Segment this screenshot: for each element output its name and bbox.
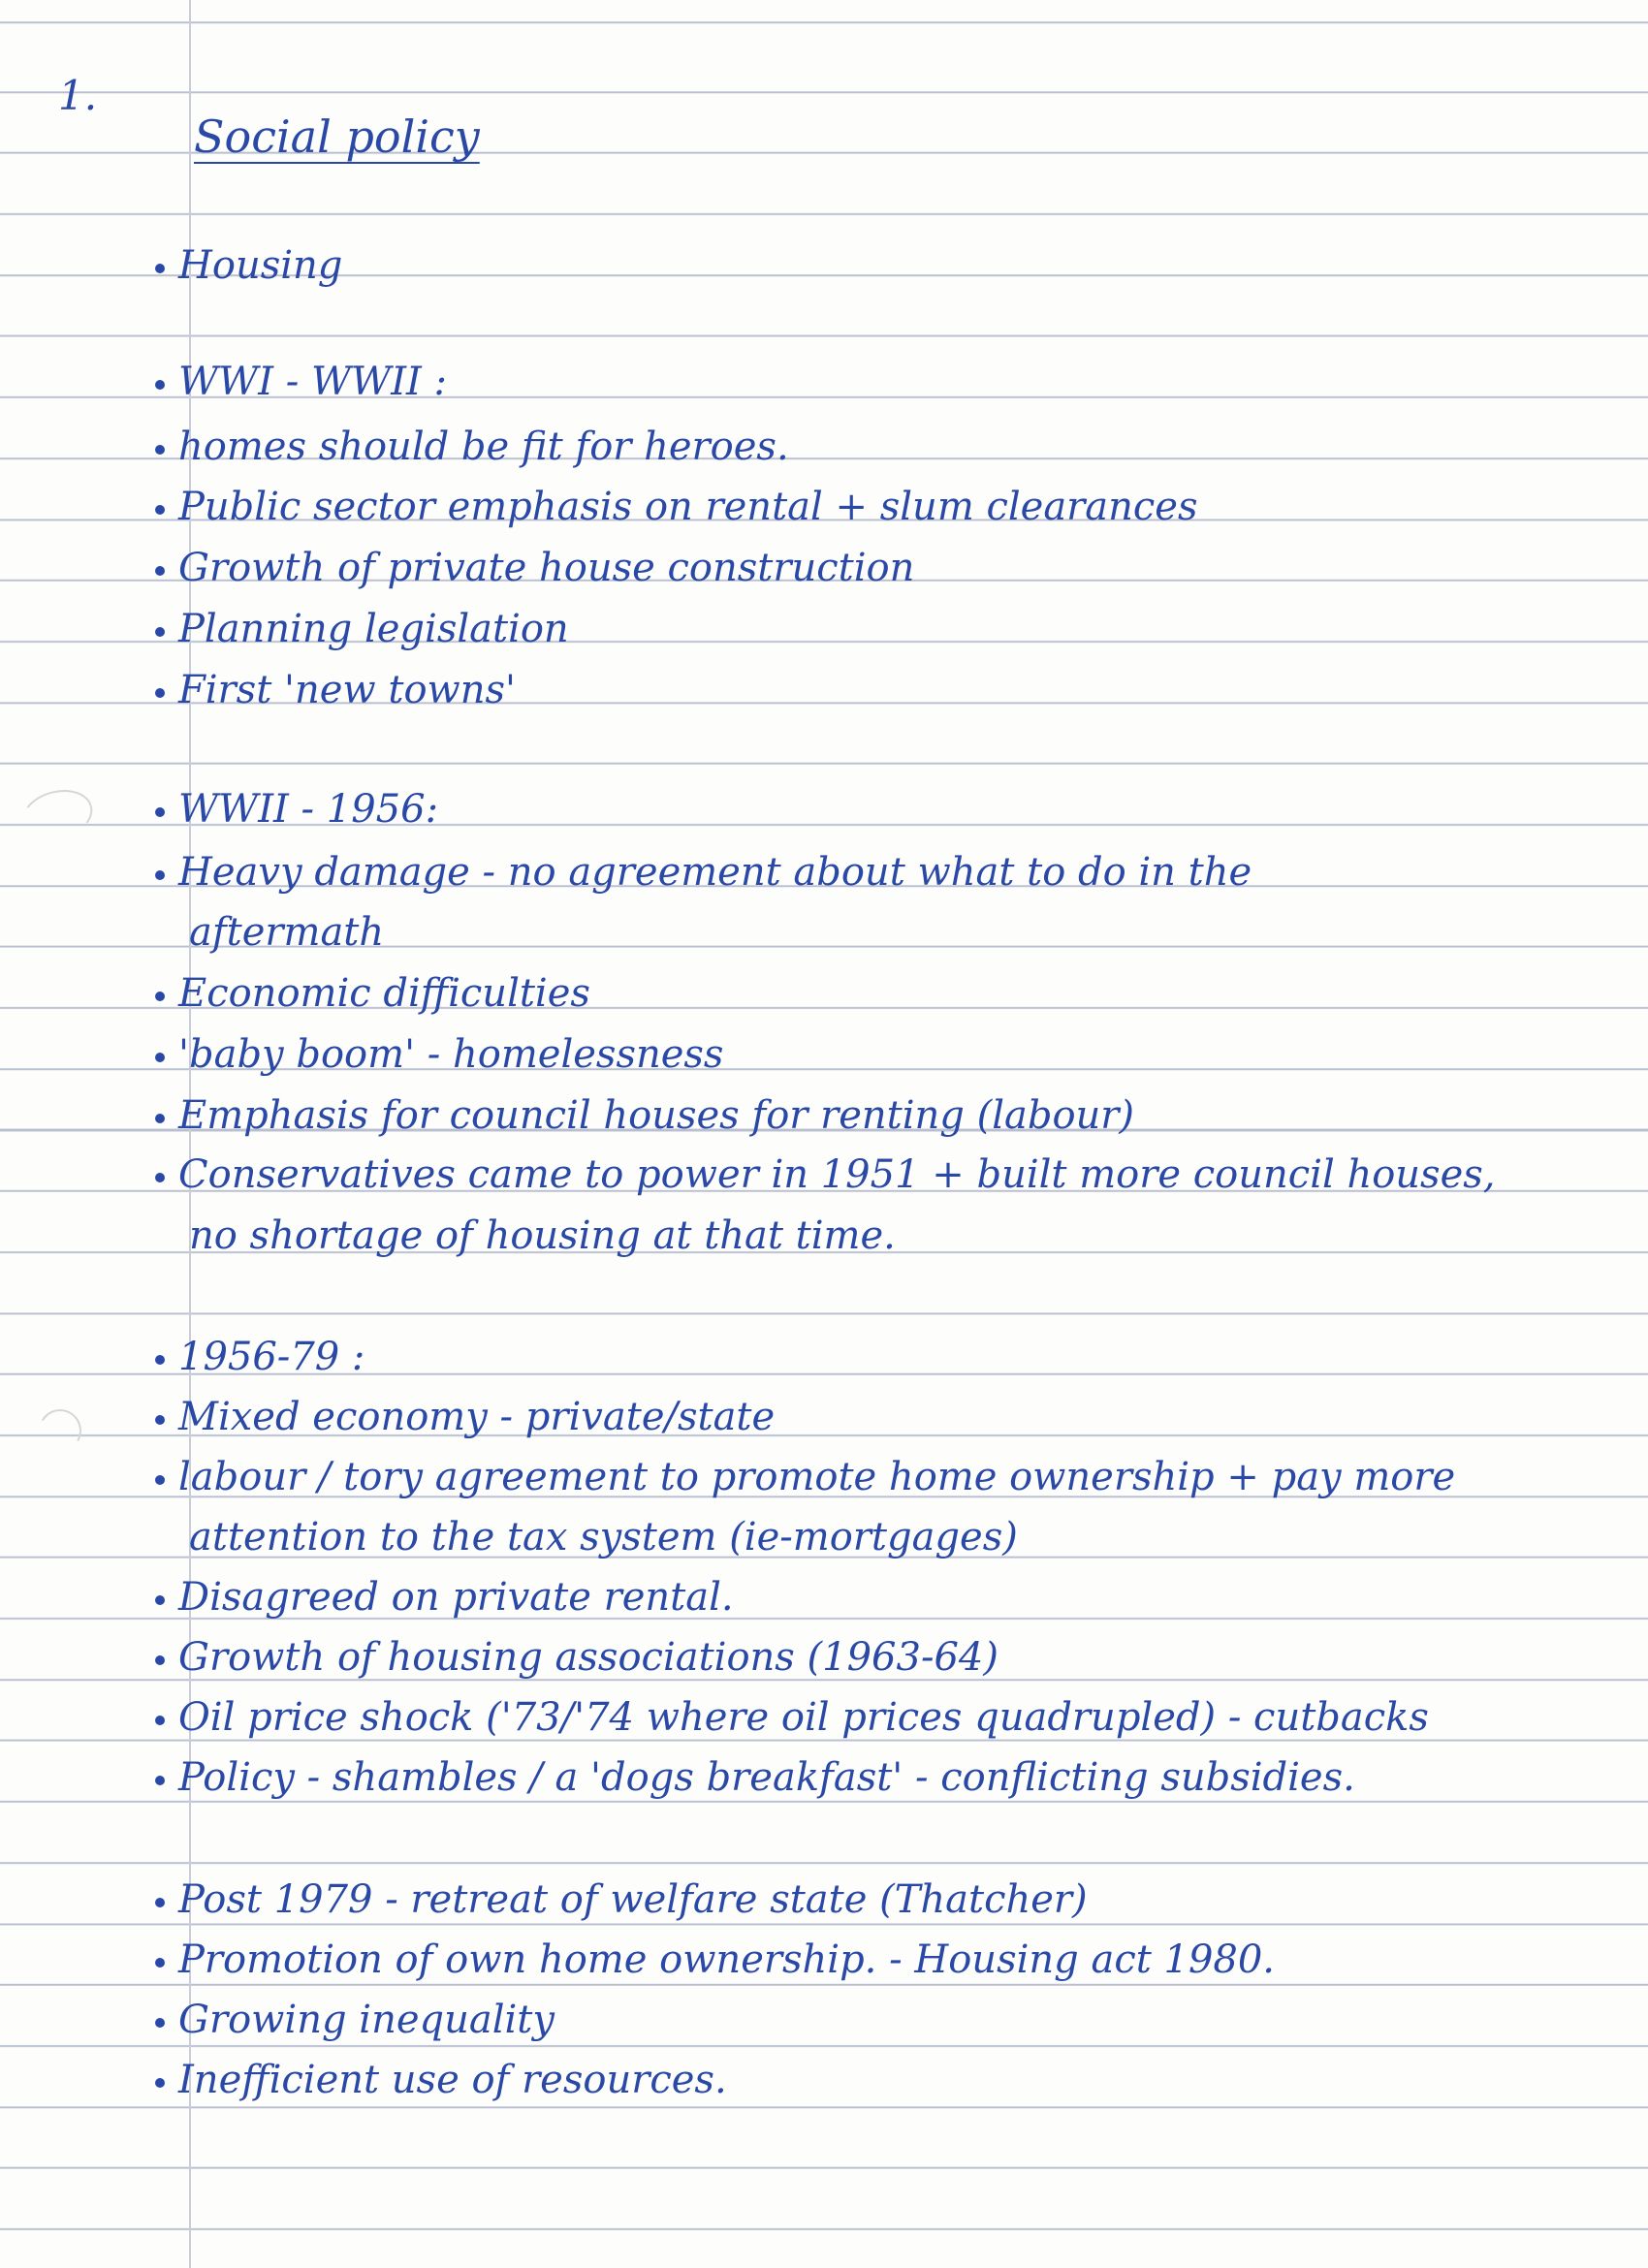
note-text: Growing inequality bbox=[178, 1998, 555, 2042]
note-text: 1956-79 : bbox=[178, 1335, 365, 1379]
note-text: Post 1979 - retreat of welfare state (Thatcher) bbox=[178, 1877, 1088, 1922]
note-text: labour / tory agreement to promote home ownership + pay more bbox=[178, 1455, 1456, 1499]
note-text: WWII - 1956: bbox=[178, 787, 439, 832]
note-text: Policy - shambles / a 'dogs breakfast' - conflicting subsidies. bbox=[178, 1755, 1355, 1800]
bullet-dot-icon bbox=[155, 1716, 165, 1725]
note-text: no shortage of housing at that time. bbox=[189, 1213, 896, 1258]
note-text: attention to the tax system (ie-mortgages) bbox=[189, 1515, 1018, 1559]
bullet-dot-icon bbox=[155, 1475, 165, 1485]
note-text: Growth of private house construction bbox=[178, 546, 915, 590]
bullet-dot-icon bbox=[155, 1114, 165, 1123]
note-text: Planning legislation bbox=[178, 607, 569, 651]
note-text: Oil price shock ('73/'74 where oil prices quadrupled) - cutbacks bbox=[178, 1695, 1429, 1740]
note-text: Inefficient use of resources. bbox=[178, 2058, 727, 2102]
note-text: Economic difficulties bbox=[178, 971, 590, 1016]
continued-line bbox=[189, 1504, 1018, 1564]
note-text: Public sector emphasis on rental + slum clearances bbox=[178, 485, 1198, 529]
bullet-dot-icon bbox=[155, 1355, 165, 1365]
bullet-item bbox=[155, 1745, 1355, 1805]
bullet-dot-icon bbox=[155, 1595, 165, 1605]
bullet-item bbox=[155, 1083, 1134, 1143]
bullet-dot-icon bbox=[155, 1053, 165, 1062]
note-text: 'baby boom' - homelessness bbox=[178, 1032, 724, 1077]
bullet-dot-icon bbox=[155, 264, 165, 273]
note-text: Mixed economy - private/state bbox=[178, 1395, 776, 1439]
punch-hole-mark bbox=[34, 1404, 86, 1457]
note-text: homes should be fit for heroes. bbox=[178, 425, 789, 469]
bullet-item bbox=[155, 1384, 775, 1444]
bullet-item bbox=[155, 1685, 1429, 1745]
bullet-dot-icon bbox=[155, 1898, 165, 1907]
continued-line bbox=[189, 899, 384, 960]
bullet-item bbox=[155, 1444, 1455, 1504]
bullet-item bbox=[155, 1324, 364, 1384]
bullet-dot-icon bbox=[155, 870, 165, 880]
page-number: 1. bbox=[58, 72, 98, 119]
bullet-item bbox=[155, 961, 590, 1021]
note-text: aftermath bbox=[189, 910, 385, 955]
bullet-dot-icon bbox=[155, 2018, 165, 2028]
bullet-dot-icon bbox=[155, 1655, 165, 1665]
bullet-item bbox=[155, 776, 438, 836]
bullet-dot-icon bbox=[155, 380, 165, 390]
bullet-dot-icon bbox=[155, 1415, 165, 1425]
note-text: Promotion of own home ownership. - Housing act 1980. bbox=[178, 1937, 1276, 1982]
bullet-item bbox=[155, 233, 342, 293]
note-text: Disagreed on private rental. bbox=[178, 1575, 734, 1620]
bullet-dot-icon bbox=[155, 1776, 165, 1785]
note-text: First 'new towns' bbox=[178, 668, 517, 712]
bullet-dot-icon bbox=[155, 505, 165, 515]
bullet-item bbox=[155, 596, 569, 656]
bullet-item bbox=[155, 1624, 998, 1685]
note-text: Emphasis for council houses for renting (labour) bbox=[178, 1093, 1135, 1138]
bullet-item bbox=[155, 1564, 734, 1624]
note-text: Housing bbox=[178, 243, 343, 288]
bullet-dot-icon bbox=[155, 2078, 165, 2088]
bullet-item bbox=[155, 839, 1252, 899]
note-text: Heavy damage - no agreement about what to do in the bbox=[178, 850, 1252, 895]
bullet-item bbox=[155, 2047, 727, 2107]
bullet-item bbox=[155, 1987, 555, 2047]
bullet-dot-icon bbox=[155, 627, 165, 637]
bullet-dot-icon bbox=[155, 992, 165, 1001]
bullet-item bbox=[155, 657, 516, 717]
continued-line bbox=[189, 1203, 896, 1263]
punch-hole-mark bbox=[16, 782, 98, 847]
bullet-dot-icon bbox=[155, 688, 165, 698]
bullet-dot-icon bbox=[155, 445, 165, 455]
bullet-dot-icon bbox=[155, 1173, 165, 1182]
bullet-dot-icon bbox=[155, 807, 165, 817]
bullet-item bbox=[155, 535, 914, 595]
note-text: Conservatives came to power in 1951 + built more council houses, bbox=[178, 1152, 1496, 1197]
bullet-dot-icon bbox=[155, 1958, 165, 1968]
page-title: Social policy bbox=[194, 110, 480, 163]
bullet-item bbox=[155, 1022, 723, 1082]
note-text: WWI - WWII : bbox=[178, 360, 447, 404]
bullet-item bbox=[155, 474, 1198, 534]
bullet-dot-icon bbox=[155, 566, 165, 576]
bullet-item bbox=[155, 1867, 1088, 1927]
note-text: Growth of housing associations (1963-64) bbox=[178, 1635, 998, 1680]
bullet-item bbox=[155, 414, 789, 474]
bullet-item bbox=[155, 349, 447, 409]
bullet-item bbox=[155, 1142, 1496, 1202]
bullet-item bbox=[155, 1927, 1275, 1987]
